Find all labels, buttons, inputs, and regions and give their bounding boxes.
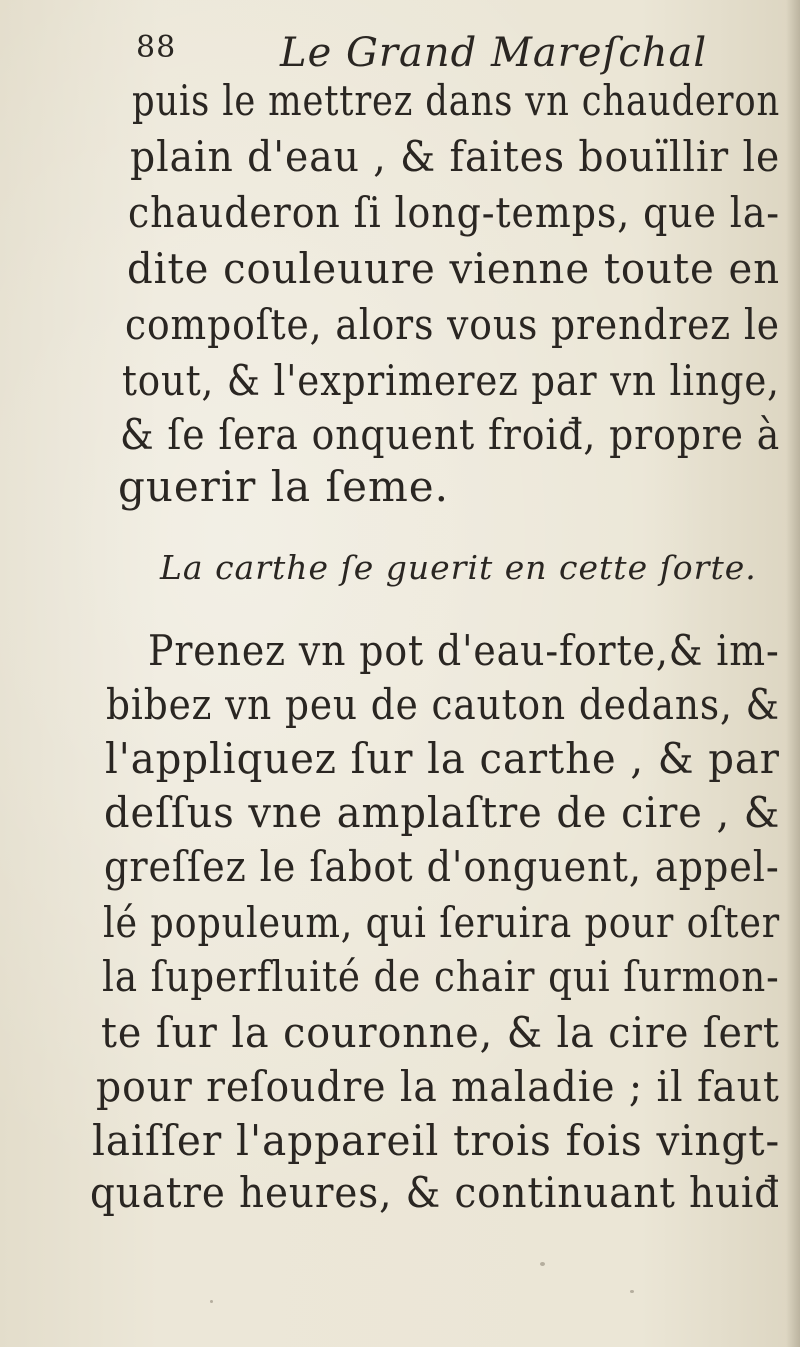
text-line: greſſez le ſabot d'onguent, appel- bbox=[104, 842, 780, 891]
paper-speck bbox=[630, 1290, 634, 1293]
text-line: deſſus vne amplaſtre de cire , & bbox=[104, 788, 781, 837]
text-line: chauderon ſi long-temps, que la- bbox=[128, 188, 781, 237]
text-line: pour reſoudre la maladie ; il faut bbox=[96, 1062, 780, 1111]
text-line: laiſſer l'appareil trois fois vingt- bbox=[92, 1116, 781, 1165]
text-line: quatre heures, & continuant huiđ bbox=[90, 1168, 781, 1217]
text-line: puis le mettrez dans vn chauderon bbox=[132, 76, 781, 125]
text-line: lé populeum, qui ſeruira pour oſter bbox=[103, 898, 781, 947]
text-line: tout, & l'exprimerez par vn linge, bbox=[122, 356, 780, 405]
text-line: plain d'eau , & faites bouïllir le bbox=[130, 132, 781, 181]
text-line: la ſuperfluité de chair qui ſurmon- bbox=[102, 952, 780, 1001]
page-gutter-shadow bbox=[786, 0, 800, 1347]
text-line: guerir la ſeme. bbox=[118, 462, 449, 511]
paper-speck bbox=[210, 1300, 213, 1303]
running-title: Le Grand Mareſchal bbox=[280, 30, 708, 76]
text-line: l'appliquez ſur la carthe , & par bbox=[105, 734, 780, 783]
text-line: dite couleuure vienne toute en bbox=[127, 244, 781, 293]
text-line: bibez vn peu de cauton dedans, & bbox=[106, 680, 780, 729]
page-number: 88 bbox=[136, 30, 177, 65]
section-heading: La carthe ſe guerit en cette ſorte. bbox=[160, 548, 757, 587]
text-line: Prenez vn pot d'eau-forte,& im- bbox=[148, 626, 780, 675]
paper-speck bbox=[540, 1262, 545, 1266]
text-line: compoſte, alors vous prendrez le bbox=[125, 300, 780, 349]
text-line: te ſur la couronne, & la cire ſert bbox=[101, 1008, 780, 1057]
text-line: & ſe ſera onquent froiđ, propre à bbox=[120, 410, 781, 459]
